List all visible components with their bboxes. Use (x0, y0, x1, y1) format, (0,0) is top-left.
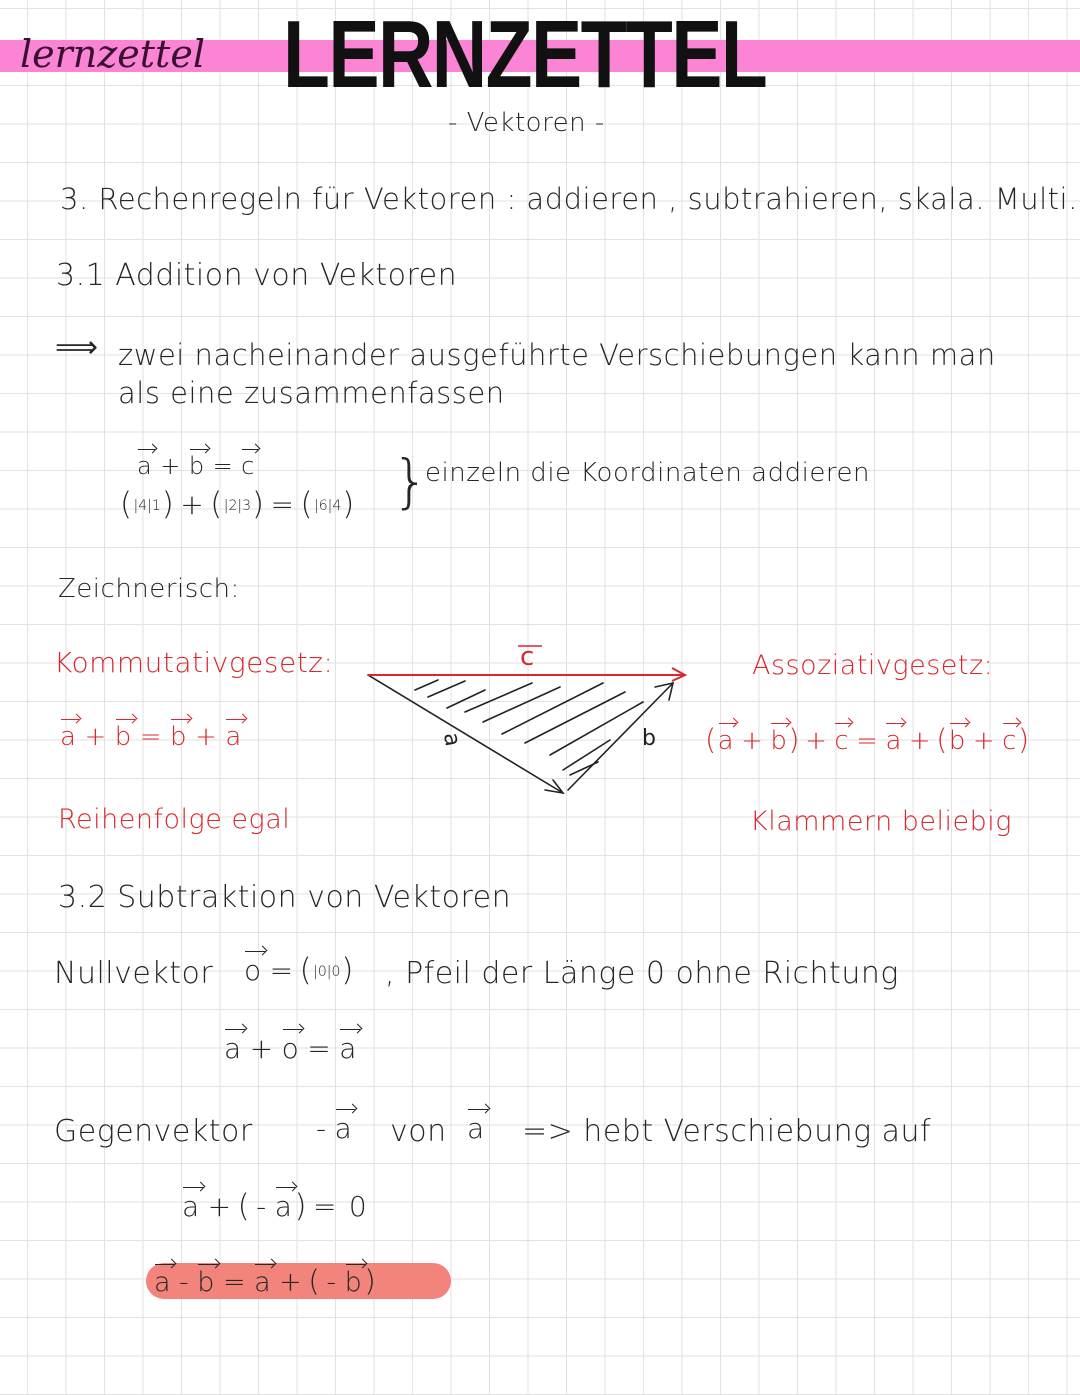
section-3-heading: 3. Rechenregeln für Vektoren : addieren , subtrahieren, skala. Multi. (60, 182, 1078, 216)
parenthesis: ) (1017, 722, 1029, 756)
parenthesis: ) (364, 1264, 377, 1299)
operator: = (269, 954, 294, 987)
vector-b: b (188, 452, 205, 480)
operator: + (908, 726, 931, 756)
vector-a: a (717, 726, 734, 756)
column-vector: |2|3 (223, 498, 252, 514)
operator: + (805, 726, 827, 756)
nullvector-description: , Pfeil der Länge 0 ohne Richtung (385, 956, 899, 991)
vector-a: a (334, 1112, 353, 1145)
parenthesis: ( (299, 952, 313, 988)
gegenvector-of (465, 1112, 487, 1145)
vector-a: a (467, 1112, 485, 1145)
parenthesis: ) (161, 486, 175, 522)
column-vector: |6|4 (314, 498, 342, 514)
parenthesis: ( (300, 486, 314, 522)
drawing-label: Zeichnerisch: (58, 574, 240, 604)
operator: - (179, 1267, 190, 1298)
operator: - (316, 1112, 327, 1145)
label-a: a (437, 730, 465, 749)
gegenvector-label: Gegenvektor (54, 1114, 253, 1149)
vector-a: a (254, 1267, 272, 1298)
vector-o: o (281, 1032, 300, 1065)
operator: = (856, 726, 878, 756)
operator: + (180, 488, 205, 521)
operator: = (312, 1190, 337, 1223)
script-title: lernzettel (20, 32, 205, 76)
operator: + (741, 726, 763, 756)
operator: - (256, 1190, 267, 1223)
addition-text-line1: zwei nacheinander ausgeführte Verschiebungen kann man (118, 338, 996, 372)
operator: + (207, 1190, 232, 1223)
operator: - (326, 1267, 337, 1298)
operator: = (270, 488, 295, 521)
vector-triangle-diagram (350, 630, 710, 810)
vector-c: c (834, 726, 849, 756)
parenthesis: ( (210, 486, 223, 522)
parenthesis: ( (705, 722, 716, 756)
vector-a: a (137, 452, 153, 480)
parenthesis: ) (341, 952, 354, 988)
nullvector-sum (222, 1032, 359, 1065)
vector-a: a (60, 722, 77, 752)
curly-brace: } (392, 447, 430, 515)
gegenvector-sum (180, 1188, 373, 1224)
addition-vector-equation (135, 452, 257, 480)
vector-b: b (770, 726, 787, 756)
operator: + (249, 1032, 274, 1065)
subtitle: - Vektoren - (448, 108, 605, 138)
vector-a: a (225, 722, 242, 752)
column-vector: |0|0 (313, 964, 341, 980)
parenthesis: ( (120, 486, 133, 522)
vector-b: b (344, 1267, 363, 1298)
operator: = (307, 1032, 332, 1065)
parenthesis: ) (788, 722, 800, 756)
addition-text-line2: als eine zusammenfassen (118, 376, 505, 410)
vector-o: o (244, 954, 262, 987)
nullvector-label: Nullvektor (54, 956, 214, 991)
vector-b: b (197, 1267, 215, 1298)
implies-arrow: ⟹ (55, 330, 99, 365)
operator: = (222, 1267, 247, 1298)
section-3-2-heading: 3.2 Subtraktion von Vektoren (58, 880, 512, 915)
parenthesis: ( (936, 722, 947, 756)
parenthesis: ) (294, 1188, 307, 1224)
parenthesis: ( (237, 1188, 251, 1224)
column-vector: |4|1 (133, 498, 161, 514)
operator: = (212, 452, 234, 480)
vector-a-arrow (368, 675, 563, 793)
vector-a: a (274, 1190, 293, 1223)
operator: + (84, 722, 107, 752)
operator: + (195, 722, 218, 752)
gegenvector-description: => hebt Verschiebung auf (522, 1114, 932, 1149)
label-b: b (642, 726, 656, 751)
operator: + (160, 452, 181, 480)
associative-note: Klammern beliebig (750, 806, 1012, 837)
section-3-1-heading: 3.1 Addition von Vektoren (56, 258, 458, 293)
operator: + (279, 1267, 303, 1298)
vector-b: b (948, 726, 965, 756)
commutative-equation (58, 722, 244, 752)
commutative-title: Kommutativgesetz: (54, 646, 334, 679)
vector-b: b (114, 722, 132, 752)
parenthesis: ) (252, 486, 265, 522)
vector-c: c (241, 452, 255, 480)
nullvector-equation (242, 952, 354, 988)
parenthesis: ) (342, 486, 355, 522)
brace-note: einzeln die Koordinaten addieren (425, 458, 870, 488)
parenthesis: ( (308, 1264, 321, 1299)
vector-a: a (339, 1032, 357, 1065)
von-label: von (390, 1114, 447, 1149)
hatching (415, 680, 643, 775)
gegenvector-expression (310, 1112, 354, 1145)
associative-title: Assoziativgesetz: (752, 650, 994, 681)
vector-a: a (182, 1190, 200, 1223)
page-title: LERNZETTEL (283, 1, 767, 108)
vector-b: b (170, 722, 188, 752)
operator: = (139, 722, 163, 752)
vector-c: c (1002, 726, 1016, 756)
vector-a: a (885, 726, 901, 756)
operator: 0 (348, 1190, 368, 1223)
subtraction-rule (152, 1264, 376, 1299)
vector-a: a (224, 1032, 242, 1065)
label-c: c (520, 642, 535, 672)
associative-equation (705, 722, 1029, 756)
addition-coordinate-equation (120, 486, 355, 522)
operator: + (972, 726, 995, 756)
vector-a: a (154, 1267, 172, 1298)
commutative-note: Reihenfolge egal (58, 804, 291, 835)
